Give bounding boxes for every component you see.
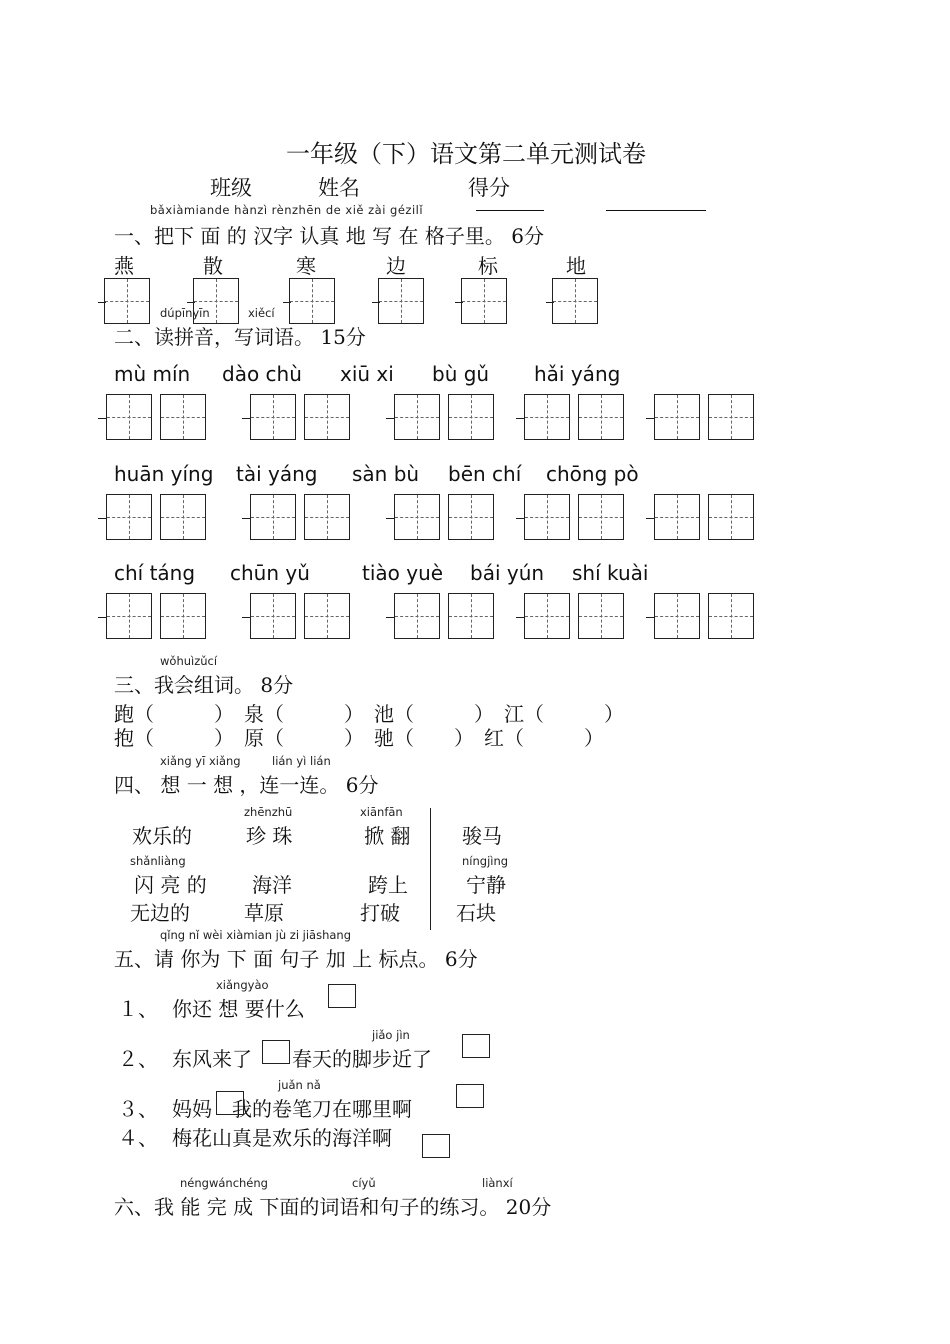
class-label: 班级 [210, 176, 252, 200]
s6-pinyin-3: liànxí [482, 1176, 513, 1190]
s4-col2-2[interactable]: 海洋 [252, 873, 292, 897]
s1-char-5: 标 [478, 254, 498, 278]
s2-r3-pinyin-1: chí táng [114, 561, 196, 585]
score-line-2[interactable] [606, 210, 706, 211]
s2-r1-pinyin-2: dào chù [222, 362, 302, 386]
s2-r2-pinyin-4: bēn chí [448, 462, 522, 486]
writing-grid[interactable] [250, 394, 296, 440]
s3-pinyin: wǒhuìzǔcí [160, 654, 218, 668]
s1-char-1: 燕 [114, 254, 134, 278]
s5-num-1: １、 [118, 997, 158, 1021]
writing-grid[interactable] [104, 278, 150, 324]
s1-char-2: 散 [203, 254, 223, 278]
punctuation-box[interactable] [422, 1134, 450, 1158]
lead-mark [98, 617, 106, 618]
s2-instruction: 二、读拼音，写词语。 15分 [114, 325, 366, 349]
writing-grid[interactable] [524, 394, 570, 440]
s4-col1-1[interactable]: 欢乐的 [132, 824, 192, 848]
s5-pinyin: qǐng nǐ wèi xiàmian jù zi jiāshang [160, 928, 352, 942]
s2-r1-pinyin-1: mù mín [114, 362, 191, 386]
s4-col4-3[interactable]: 石块 [456, 901, 496, 925]
s2-r1-pinyin-4: bù gǔ [432, 362, 490, 386]
writing-grid[interactable] [378, 278, 424, 324]
writing-grid[interactable] [304, 394, 350, 440]
writing-grid[interactable] [448, 394, 494, 440]
s5-sentence-1: 你还 想 要什么 [172, 997, 305, 1021]
writing-grid[interactable] [654, 394, 700, 440]
s5-sentence-2: 东风来了 春天的脚步近了 [172, 1047, 432, 1071]
writing-grid[interactable] [304, 593, 350, 639]
writing-grid[interactable] [461, 278, 507, 324]
s4-pinyin-1: xiǎng yī xiǎng [160, 754, 241, 768]
writing-grid[interactable] [524, 593, 570, 639]
s6-pinyin-2: cíyǔ [352, 1176, 376, 1190]
writing-grid[interactable] [106, 494, 152, 540]
s3-line-2: 抱（ ） 原（ ） 驰（ ） 红（ ） [114, 726, 604, 750]
writing-grid[interactable] [578, 593, 624, 639]
s2-r1-pinyin-5: hǎi yáng [534, 362, 621, 386]
s4-pinyin-2: lián yì lián [272, 754, 331, 768]
s2-r3-pinyin-3: tiào yuè [362, 561, 444, 585]
lead-mark [516, 617, 524, 618]
s4-col3-1[interactable]: 掀 翻 [364, 824, 411, 848]
writing-grid[interactable] [304, 494, 350, 540]
lead-mark [98, 418, 106, 419]
s4-col3-2[interactable]: 跨上 [368, 873, 408, 897]
s1-char-4: 边 [386, 254, 406, 278]
writing-grid[interactable] [394, 494, 440, 540]
writing-grid[interactable] [708, 394, 754, 440]
writing-grid[interactable] [160, 494, 206, 540]
writing-grid[interactable] [654, 494, 700, 540]
writing-grid[interactable] [250, 593, 296, 639]
s4-py-shanliang: shǎnliàng [130, 854, 186, 868]
lead-mark [516, 418, 524, 419]
s4-col2-1[interactable]: 珍 珠 [246, 824, 293, 848]
lead-mark [646, 617, 654, 618]
writing-grid[interactable] [289, 278, 335, 324]
writing-grid[interactable] [394, 593, 440, 639]
s5-py-xiangyao: xiǎngyào [216, 978, 269, 992]
lead-mark [242, 418, 250, 419]
s2-r1-pinyin-3: xiū xi [340, 362, 394, 386]
lead-mark [646, 418, 654, 419]
s6-pinyin-1: néngwánchéng [180, 1176, 268, 1190]
writing-grid[interactable] [524, 494, 570, 540]
lead-mark [516, 518, 524, 519]
lead-mark [386, 418, 394, 419]
writing-grid[interactable] [448, 593, 494, 639]
s2-pinyin-2: xiěcí [248, 306, 275, 320]
s1-instruction: 一、把下 面 的 汉字 认真 地 写 在 格子里。 6分 [114, 224, 544, 248]
s1-char-3: 寒 [296, 254, 316, 278]
writing-grid[interactable] [106, 394, 152, 440]
lead-mark [646, 518, 654, 519]
lead-mark [242, 518, 250, 519]
writing-grid[interactable] [708, 494, 754, 540]
s5-py-jiaobu: jiǎo jìn [372, 1028, 410, 1042]
writing-grid[interactable] [708, 593, 754, 639]
s4-instruction: 四、 想 一 想 ，连一连。 6分 [114, 773, 379, 797]
s2-r2-pinyin-3: sàn bù [352, 462, 420, 486]
s4-col4-1[interactable]: 骏马 [462, 824, 502, 848]
s5-py-juanna: juǎn nǎ [278, 1078, 321, 1092]
writing-grid[interactable] [578, 494, 624, 540]
punctuation-box[interactable] [456, 1084, 484, 1108]
s4-col2-3[interactable]: 草原 [244, 901, 284, 925]
lead-mark [386, 518, 394, 519]
s4-py-ningjing: níngjìng [462, 854, 509, 868]
s5-num-4: ４、 [118, 1126, 158, 1150]
s2-r2-pinyin-1: huān yíng [114, 462, 214, 486]
writing-grid[interactable] [160, 394, 206, 440]
s4-col1-3[interactable]: 无边的 [130, 901, 190, 925]
name-label: 姓名 [318, 176, 360, 200]
writing-grid[interactable] [250, 494, 296, 540]
s2-r3-pinyin-4: bái yún [470, 561, 545, 585]
score-label: 得分 [468, 176, 510, 200]
s2-r3-pinyin-2: chūn yǔ [230, 561, 310, 585]
writing-grid[interactable] [106, 593, 152, 639]
s1-pinyin: bǎxiàmiande hànzì rènzhēn de xiě zài gézilǐ [150, 203, 424, 217]
s3-line-1: 跑（ ） 泉（ ） 池（ ） 江（ ） [114, 702, 624, 726]
s4-py-zhenzhu: zhēnzhū [244, 805, 293, 819]
s5-sentence-4: 梅花山真是欢乐的海洋啊 [172, 1126, 392, 1150]
writing-grid[interactable] [448, 494, 494, 540]
s4-col4-2[interactable]: 宁静 [466, 873, 506, 897]
score-line-1[interactable] [476, 210, 544, 211]
s6-instruction: 六、我 能 完 成 下面的词语和句子的练习。 20分 [114, 1195, 552, 1219]
lead-mark [386, 617, 394, 618]
writing-grid[interactable] [578, 394, 624, 440]
lead-mark [98, 518, 106, 519]
punctuation-box[interactable] [216, 1091, 244, 1115]
lead-mark [242, 617, 250, 618]
page-title: 一年级（下）语文第二单元测试卷 [286, 140, 646, 168]
writing-grid[interactable] [552, 278, 598, 324]
s2-r2-pinyin-2: tài yáng [236, 462, 318, 486]
s2-pinyin-1: dúpīnyīn [160, 306, 210, 320]
s4-py-xianfan: xiānfān [360, 805, 403, 819]
s5-sentence-3: 妈妈 我的卷笔刀在哪里啊 [172, 1097, 412, 1121]
writing-grid[interactable] [160, 593, 206, 639]
punctuation-box[interactable] [328, 984, 356, 1008]
s5-num-2: ２、 [118, 1047, 158, 1071]
s5-instruction: 五、请 你为 下 面 句子 加 上 标点。 6分 [114, 947, 478, 971]
divider-line [430, 808, 431, 930]
s1-char-6: 地 [566, 254, 586, 278]
punctuation-box[interactable] [462, 1034, 490, 1058]
s3-instruction: 三、我会组词。 8分 [114, 673, 294, 697]
writing-grid[interactable] [654, 593, 700, 639]
s4-col1-2[interactable]: 闪 亮 的 [134, 873, 207, 897]
s4-col3-3[interactable]: 打破 [360, 901, 400, 925]
writing-grid[interactable] [394, 394, 440, 440]
s2-r2-pinyin-5: chōng pò [546, 462, 639, 486]
punctuation-box[interactable] [262, 1040, 290, 1064]
s2-r3-pinyin-5: shí kuài [572, 561, 649, 585]
s5-num-3: ３、 [118, 1097, 158, 1121]
